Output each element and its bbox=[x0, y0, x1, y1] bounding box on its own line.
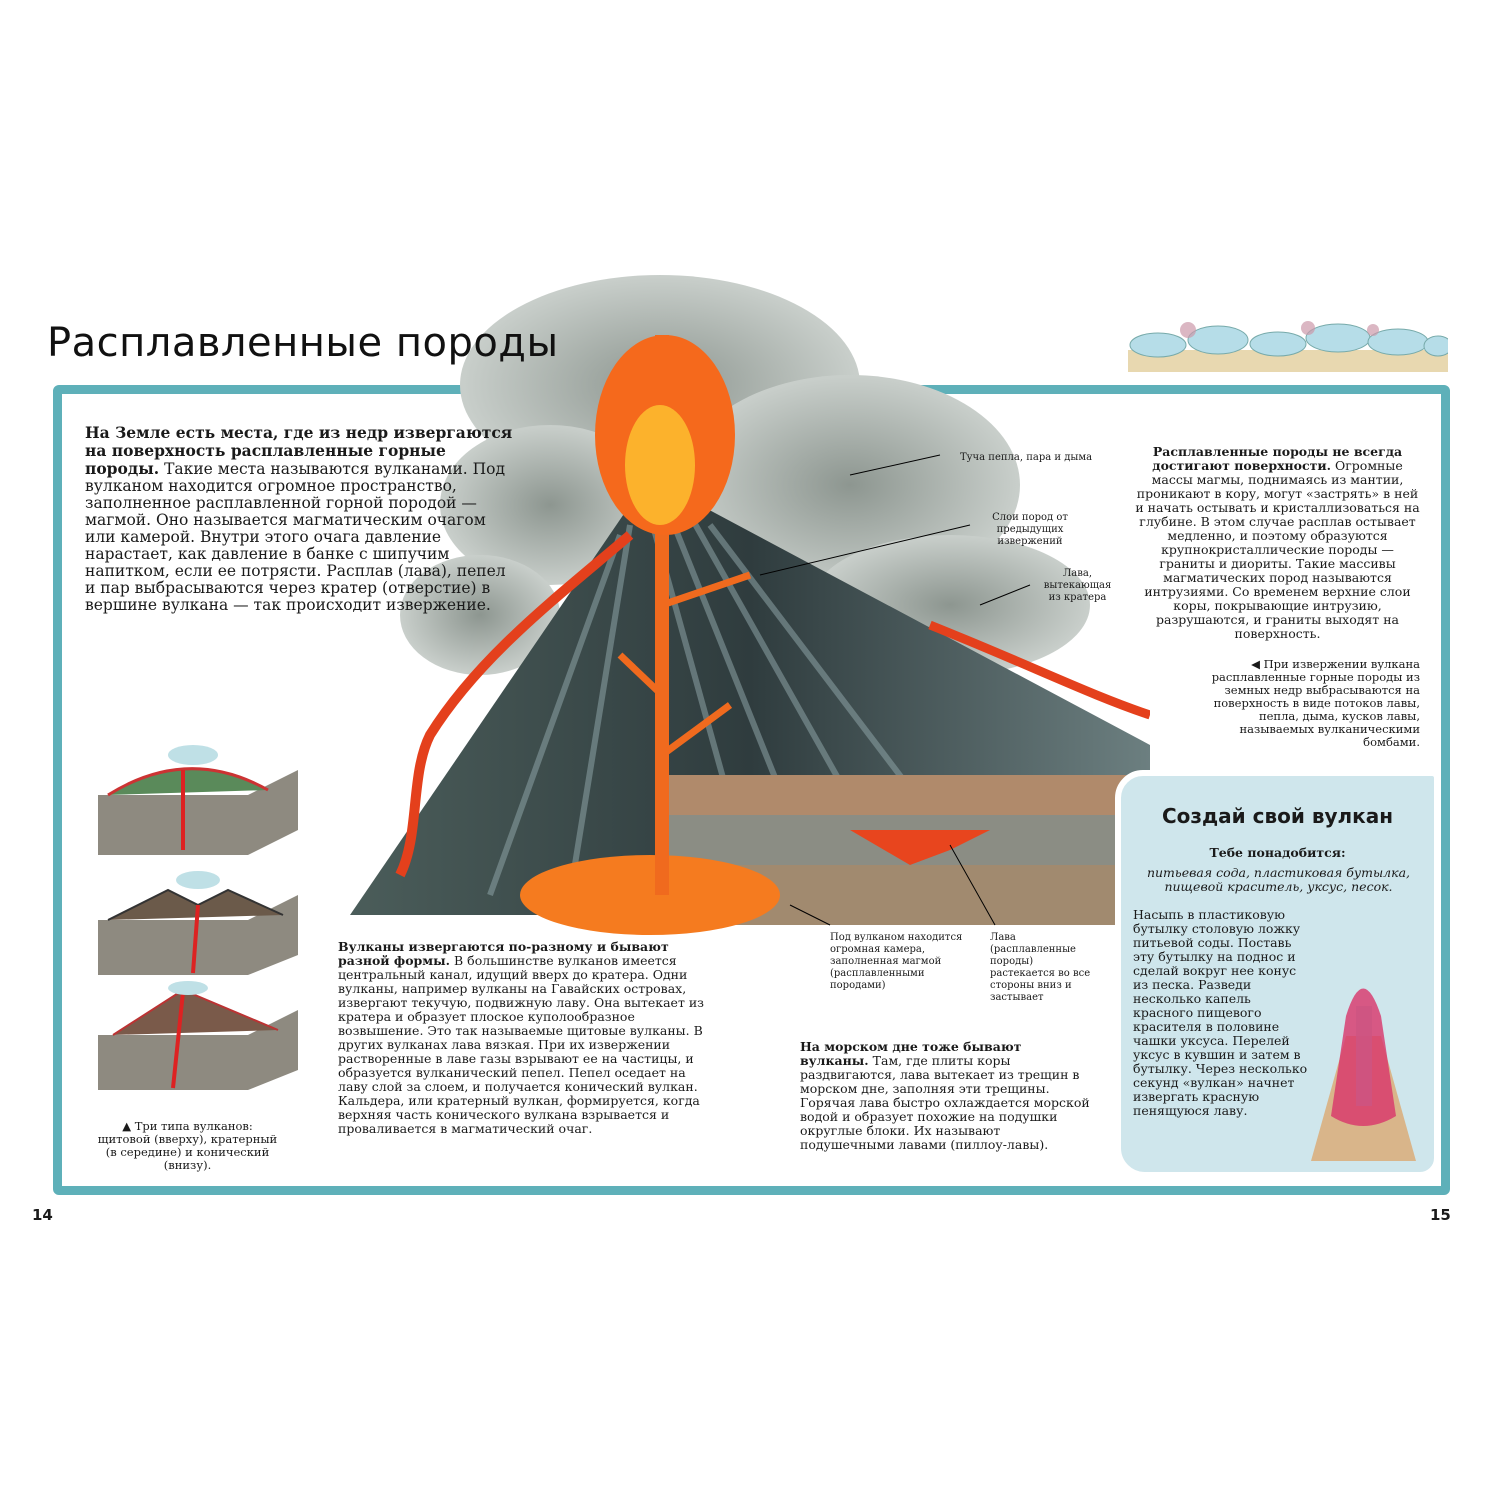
activity-need-label: Тебе понадобится: bbox=[1209, 845, 1346, 860]
eruption-caption-text: При извержении вулкана расплавленные горные породы из земных недр выбрасываются на поверхность в виде потоков лавы, пепла, дыма, кусков лавы, называемых вулканическими бомбами. bbox=[1211, 657, 1420, 749]
activity-box bbox=[1115, 770, 1440, 1178]
intro-lead: На Земле есть места, где из недр извергаются на поверхность расплавленные горные породы. bbox=[85, 423, 513, 478]
sea-text bbox=[800, 1040, 1090, 1152]
conical-volcano-diagram bbox=[98, 980, 298, 1095]
intrusion-lead: Расплавленные породы не всегда достигают поверхности. bbox=[1152, 444, 1403, 473]
label-chamber: Под вулканом находится огромная камера, заполненная магмой (расплавленными породами) bbox=[830, 932, 963, 991]
types-lead: Вулканы извергаются по-разному и бывают разной формы. bbox=[338, 939, 669, 968]
page-number-left: 14 bbox=[32, 1206, 53, 1224]
activity-heading: Создай свой вулкан bbox=[1161, 804, 1394, 828]
triangle-up-icon: ▲ bbox=[122, 1119, 135, 1133]
landscape-decoration bbox=[1128, 320, 1448, 375]
intro-body: Такие места называются вулканами. Под вулканом находится огромное пространство, заполненное расплавленной горной породой — магмой. Оно называется магматическим очагом или камерой. Внутри этого очага давление нарастает, как давление в банке с шипучим напитком, если ее потрясти. Расплав (лава), пепел и пар выбрасываются через кратер (отверстие) в вершине вулкана — так происходит извержение. bbox=[85, 460, 506, 614]
label-lava-flow: Лава, вытекающая из кратера bbox=[1043, 568, 1112, 603]
label-cloud: Туча пепла, пара и дыма bbox=[960, 452, 1093, 463]
activity-need-items: питьевая сода, пластиковая бутылка, пищевой краситель, уксус, песок. bbox=[1146, 865, 1411, 894]
types-caption-text: Три типа вулканов: щитовой (вверху), кратерный (в середине) и конический (внизу). bbox=[97, 1119, 278, 1172]
shield-volcano-diagram bbox=[98, 735, 298, 865]
label-layers: Слои пород от предыдущих извержений bbox=[992, 512, 1068, 547]
intrusion-text bbox=[1135, 445, 1420, 641]
eruption-caption bbox=[1190, 658, 1420, 749]
label-lava-spread: Лава (расплавленные породы) растекается во все стороны вниз и застывает bbox=[990, 932, 1091, 1003]
page-number-right: 15 bbox=[1430, 1206, 1451, 1224]
intro-text bbox=[85, 424, 515, 614]
types-text bbox=[338, 940, 718, 1136]
types-body: В большинстве вулканов имеется центральный канал, идущий вверх до кратера. Одни вулканы, например вулканы на Гавайских островах, извергают текучую, подвижную лаву. Она вытекает из кратера и образует плоское куполообразное возвышение. Это так называемые щитовые вулканы. В других вулканах лава вязкая. При их извержении растворенные в лаве газы взрывают ее на частицы, и образуется вулканический пепел. Пепел оседает на лаву слой за слоем, и получается конический вулкан. Кальдера, или кратерный вулкан, формируется, когда верхняя часть конического вулкана взрывается и проваливается в магматический очаг. bbox=[338, 953, 704, 1136]
page-title: Расплавленные породы bbox=[47, 320, 559, 366]
sea-lead: На морском дне тоже бывают вулканы. bbox=[800, 1039, 1022, 1068]
bottle-volcano-illustration bbox=[1301, 966, 1426, 1166]
activity-steps: Насыпь в пластиковую бутылку столовую ложку питьевой соды. Поставь эту бутылку на поднос и сделай вокруг нее конус из песка. Разведи несколько капель красного пищевого красителя в половине чашки уксуса. Перелей уксус в кувшин и затем в бутылку. Через несколько секунд «вулкан» начнет извергать красную пенящуюся лаву. bbox=[1133, 907, 1308, 1118]
triangle-left-icon: ◀ bbox=[1251, 657, 1264, 671]
types-caption bbox=[95, 1120, 280, 1172]
caldera-volcano-diagram bbox=[98, 865, 298, 980]
intrusion-body: Огромные массы магмы, поднимаясь из мантии, проникают в кору, могут «застрять» в ней и начать остывать и кристаллизоваться на глубине. В этом случае расплав остывает медленно, и поэтому образуются крупнокристаллические породы — граниты и диориты. Такие массивы магматических пород называются интрузиями. Со временем верхние слои коры, покрывающие интрузию, разрушаются, и граниты выходят на поверхность. bbox=[1135, 458, 1420, 641]
sea-body: Там, где плиты коры раздвигаются, лава вытекает из трещин в морском дне, заполняя эти трещины. Горячая лава быстро охлаждается морской водой и образует похожие на подушки округлые блоки. Их называют подушечными лавами (пиллоу-лавы). bbox=[800, 1053, 1090, 1152]
